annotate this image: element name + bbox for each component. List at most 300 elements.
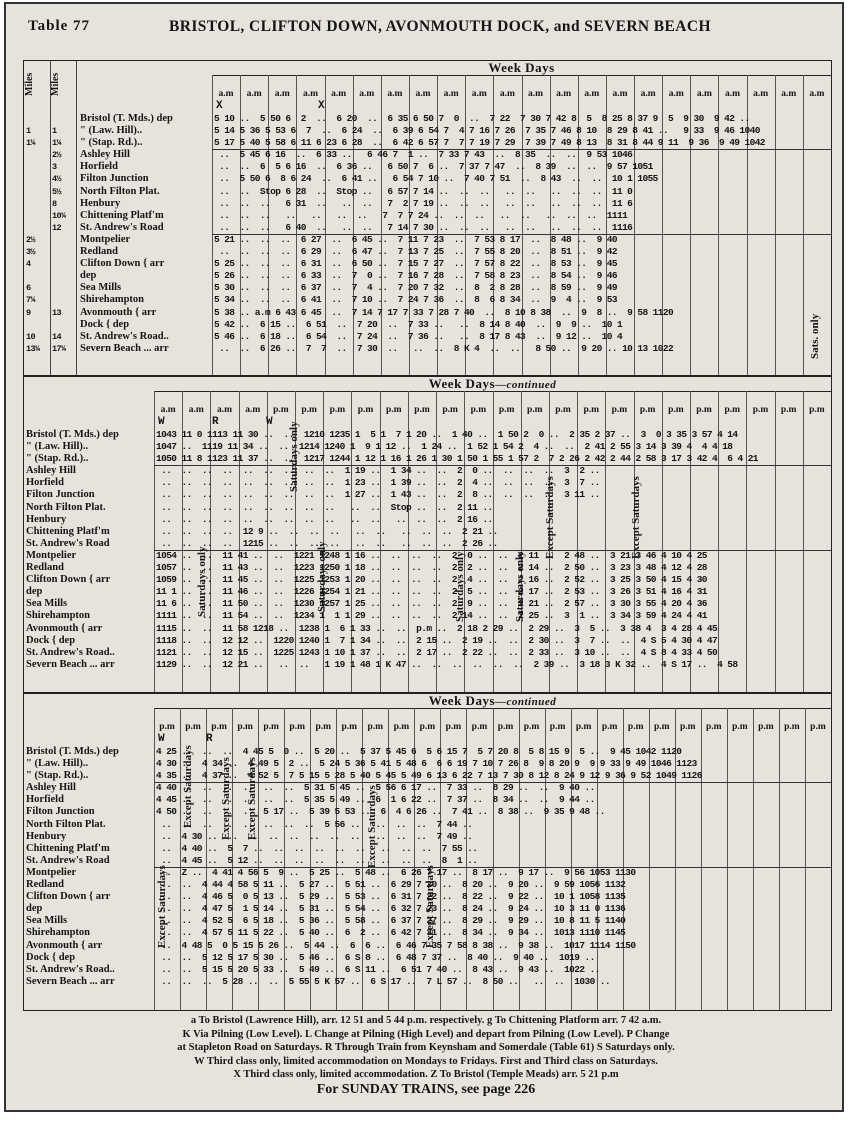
ampm-label: p.m [601,722,618,732]
ampm-label: a.m [499,89,515,99]
miles-value: 7¼ [26,295,36,306]
station-name: Severn Beach ... arr [26,975,115,987]
station-list [80,113,210,355]
station-row [26,964,152,976]
times-row: .. .. .. .. .. .. .. 7 7 7 24 .. .. .. .. .. .. .. .. 1111 [214,209,628,221]
timetable-page [4,2,844,1112]
station-name: Ashley Hill [26,782,76,794]
miles-value: 10 [26,331,36,342]
times-row: 5 30 .. .. .. 6 37 .. 7 4 .. 7 20 7 32 .. 8 2 8 28 .. 8 59 .. 9 49 [214,282,617,294]
station-row [80,149,210,161]
ampm-label: p.m [810,722,826,732]
station-name: " (Law. Hill).. [26,758,89,770]
times-row: 1129 .. .. 12 21 .. .. .. 1 19 1 48 1 K 47 .. .. .. .. .. .. 2 39 .. 3 18 3 K 32 .. 4 S 17 .. 4 58 [156,658,738,670]
station-name: Bristol (T. Mds.) dep [26,429,119,440]
station-row [26,879,152,891]
station-row [26,635,152,647]
ampm-label: p.m [549,722,566,732]
station-name: Shirehampton [80,294,144,306]
station-row [26,453,152,465]
ampm-label: a.m [443,89,459,99]
ampm-label: p.m [159,722,175,732]
times-row: .. .. .. .. .. .. .. .. 5 56 .. .. .. .. 7 44 .. [156,818,473,830]
times-row: .. .. Stop 6 28 .. Stop .. 6 57 7 14 .. .. .. .. .. .. .. .. 11 0 [214,185,633,197]
times-row: .. .. .. .. .. .. .. .. .. 1 23 .. 1 39 .. .. 2 4 .. .. .. .. 3 7 .. [156,477,600,489]
station-row [80,137,210,149]
station-name: Shirehampton [26,610,90,622]
ampm-label: p.m [611,405,628,415]
ampm-label: a.m [359,89,375,99]
times-row: 11 6 .. .. 11 50 .. .. 1230 1257 1 25 .. .. .. .. 2 9 .. .. 2 21 .. 2 57 .. 3 30 3 55 4 20 4 36 [156,598,707,610]
station-name: Chittening Platf'm [80,209,164,221]
station-row [80,331,210,343]
saturdays-only-label: Saturdays only [316,541,328,613]
ampm-label: p.m [523,722,540,732]
times-row: .. .. .. .. .. .. .. .. .. .. .. Stop .. .. 2 11 .. [156,501,493,513]
station-name: Sea Mills [26,915,68,927]
miles-value [26,270,40,282]
miles-value [26,113,40,125]
station-row [26,610,152,622]
ampm-label: a.m [528,89,544,99]
ampm-label: p.m [583,405,600,415]
station-name: dep [26,586,43,598]
times-row: .. .. .. 6 31 .. .. .. 7 2 7 19 .. .. .. .. .. .. .. .. 11 6 [214,197,633,209]
station-name: Bristol (T. Mds.) dep [26,746,119,757]
station-name: Horfield [26,477,64,489]
times-row: .. 5 45 6 16 .. 6 33 .. 6 46 7 1 .. 7 33 7 43 .. 8 35 .. .. 9 53 1046 [214,149,633,161]
train-column-divider [212,75,213,375]
times-row: .. .. .. .. .. .. .. .. .. 1 27 .. 1 43 .. .. 2 8 .. .. .. .. 3 11 .. [156,489,600,501]
ampm-label: p.m [639,405,656,415]
station-row [26,952,152,964]
times-row: 1054 .. .. 11 41 .. .. 1221 1248 1 16 .. .. .. .. 2 0 .. .. 2 11 .. 2 48 .. 3 21 3 46 4 10 4 25 [156,549,707,561]
ampm-label: a.m [218,89,234,99]
miles-values [52,113,66,355]
times-row: 1059 .. .. 11 45 .. .. 1225 1253 1 20 .. .. .. .. 2 4 .. .. 2 16 .. 2 52 .. 3 25 3 50 4 15 4 30 [156,574,707,586]
times-row: 1050 11 8 1123 11 37 .. .. 1217 1244 1 12 1 16 1 26 1 30 1 50 1 55 1 57 2 7 2 26 2 42 2 44 2 58 3 17 3 42 4 6 4 21 [156,453,758,465]
ampm-label: p.m [575,722,592,732]
station-name: Ashley Hill [26,465,76,477]
station-name: Dock { dep [80,318,130,330]
group-separator [212,234,831,235]
times-row: 1057 .. .. 11 43 .. .. 1223 1250 1 18 .. .. .. .. 2 2 .. .. 2 14 .. 2 50 .. 3 23 3 48 4 12 4 28 [156,562,707,574]
ampm-label: a.m [809,89,825,99]
miles-value: 5½ [52,186,62,197]
station-row [80,125,210,137]
miles-value: 1¼ [26,138,36,149]
station-row [26,940,152,952]
times-row: 4 35 .. 4 37 .. 4 52 5 7 5 15 5 28 5 40 5 45 5 49 6 13 6 22 7 13 7 30 8 12 8 24 9 12 9 36 9 52 1049 1126 [156,770,702,782]
footnote: W Third class only, limited accommodation on Mondays to Fridays. First and Third class on Saturdays. [194,1055,658,1067]
miles-value: 6 [26,283,31,294]
miles-value [52,234,66,246]
footnote: at Stapleton Road on Saturdays. R Through Train from Keynsham and Somerdale (Table 61) S Saturdays only. [177,1042,675,1053]
station-row [80,210,210,222]
sats-only-label: Sats. only [809,313,821,359]
column-marks: X X [216,100,325,112]
station-name: Severn Beach ... arr [80,342,169,354]
station-row [26,586,152,598]
ampm-label: p.m [329,405,346,415]
times-row: 1115 .. .. 11 58 1218 .. 1238 1 6 1 33 .. .. p.m .. 2 18 2 29 .. 2 29 .. 3 5 .. 3 38 4 3 4 28 4 45 [156,622,718,634]
ampm-label: a.m [188,405,204,415]
station-row [26,441,152,453]
times-row: 1118 .. .. 12 12 .. 1220 1240 1 7 1 34 .. .. 2 15 .. 2 19 .. .. 2 30 .. 3 7 .. .. 4 S 5 4 30 4 47 [156,634,718,646]
section-heading: Week Days—continued [154,377,831,392]
station-row [80,198,210,210]
station-row [26,465,152,477]
group-separator [154,465,831,466]
miles-value: 2½ [52,150,62,161]
miles-header: Miles [50,72,61,96]
times-row: 5 21 .. .. .. 6 27 .. 6 45 .. 7 11 7 23 .. 7 53 8 17 .. 8 48 .. 9 40 [214,233,617,245]
station-row [26,429,152,441]
station-row [26,659,152,671]
times-row: 4 40 .. .. .. .. .. .. 5 31 5 45 .. 5 56 6 17 .. 7 33 .. 8 29 .. .. 9 40 .. [156,782,595,794]
station-name: Clifton Down { arr [26,574,111,586]
times-row: .. .. 4 52 5 6 5 18 .. 5 36 .. 5 58 .. 6 37 7 27 .. 8 29 .. 9 29 .. 10 8 11 5 1140 [156,915,626,927]
station-row [80,246,210,258]
miles-value: 2½ [26,234,36,245]
train-column-divider [154,391,155,692]
station-row [26,855,152,867]
times-row: .. .. 6 26 .. 7 7 .. 7 30 .. .. .. 8 K 4 .. .. 8 50 .. 9 20 .. 10 13 1022 [214,342,674,354]
station-name: North Filton Plat. [80,185,160,197]
ampm-label: p.m [653,722,670,732]
except-saturdays-label: Except Saturdays [366,785,378,869]
station-name: dep [26,903,43,915]
times-row: .. .. 4 57 5 11 5 22 .. 5 40 .. 6 2 .. 6 42 7 31 .. 8 34 .. 9 34 .. 1013 1110 1145 [156,927,626,939]
ampm-label: p.m [809,405,825,415]
station-name: Filton Junction [26,489,95,501]
times-row: 5 34 .. .. .. 6 41 .. 7 10 .. 7 24 7 36 .. 8 6 8 34 .. 9 4 .. 9 53 [214,294,617,306]
times-row: 1047 .. 1119 11 34 .. .. 1214 1240 1 9 1 12 .. 1 24 .. 1 52 1 54 2 4 .. .. 2 41 2 55 3 14 3 39 4 4 4 18 [156,441,733,453]
ampm-label: a.m [246,89,262,99]
station-row [26,758,152,770]
station-name: St. Andrew's Road [80,221,164,233]
miles-value: 1 [52,126,57,137]
station-name: Dock { dep [26,951,76,963]
timetable-block-2 [23,376,832,693]
station-list [26,746,152,988]
miles-value [52,319,66,331]
miles-value [52,246,66,258]
column-marks: W R [158,733,213,745]
station-row [80,186,210,198]
station-name: North Filton Plat. [26,501,106,513]
ampm-label: p.m [414,405,430,415]
station-row [80,282,210,294]
station-name: Filton Junction [80,173,149,185]
station-row [26,843,152,855]
station-name: Montpelier [26,866,77,878]
miles-value: 17¼ [52,343,66,354]
times-row: 4 50 .. .. .. .. 5 17 .. 5 39 5 53 .. 6 4 6 26 .. 7 41 .. 8 38 .. 9 35 9 48 .. [156,806,605,818]
miles-header: Miles [24,72,35,96]
ampm-label: p.m [185,722,201,732]
times-row: .. 4 45 .. 5 12 .. .. .. .. .. .. .. .. .. 8 1 .. [156,854,478,866]
ampm-label: a.m [274,89,290,99]
miles-value [26,186,40,198]
miles-values [26,113,40,355]
times-row: .. .. .. .. 6 29 .. 6 47 .. 7 13 7 25 .. 7 55 8 20 .. 8 51 .. 9 42 [214,246,617,258]
ampm-label: p.m [470,405,487,415]
except-saturdays-label: Except Saturdays [156,865,168,949]
station-name: St. Andrew's Road.. [26,963,115,975]
station-row [26,819,152,831]
station-name: Henbury [80,197,121,209]
times-row: .. .. 4 46 5 0 5 13 .. 5 29 .. 5 53 .. 6 31 7 22 .. 8 22 .. 9 22 .. 10 1 1058 1135 [156,891,626,903]
ampm-label: p.m [289,722,305,732]
ampm-label: p.m [419,722,436,732]
times-row: .. .. 5 15 5 20 5 33 .. 5 49 .. 6 S 11 .. 6 51 7 40 .. 8 43 .. 9 43 .. 1022 .. [156,963,600,975]
times-row: .. .. 6 5 6 16 .. 6 36 .. 6 50 7 6 .. 7 37 7 47 .. 8 39 .. .. 9 57 1051 [214,161,653,173]
station-row [80,173,210,185]
times-row: 4 45 .. .. .. .. .. .. 5 35 5 49 .. 6 1 6 22 .. 7 37 .. 8 34 .. .. 9 44 .. [156,794,595,806]
section-heading: Week Days [212,61,831,76]
station-name: Redland [26,562,64,574]
times-row: .. .. .. .. 12 9 .. .. .. .. .. .. .. .. .. 2 21 .. [156,525,498,537]
ampm-label: p.m [784,722,800,732]
times-row: .. .. 4 44 4 58 5 11 .. 5 27 .. 5 51 .. 6 29 7 20 .. 8 20 .. 9 20 .. 9 59 1056 1132 [156,879,626,891]
miles-value: 12 [52,222,62,233]
ampm-label: p.m [445,722,462,732]
times-row: 5 42 .. 6 15 .. 6 51 .. 7 20 .. 7 33 .. .. 8 14 8 40 .. 9 9 .. 10 1 [214,318,623,330]
miles-value: 4½ [52,174,62,185]
ampm-label: a.m [668,89,684,99]
station-name: Chittening Platf'm [26,842,110,854]
station-row [26,782,152,794]
timetable-block-3 [23,693,832,1011]
ampm-label: a.m [471,89,487,99]
miles-value [26,198,40,210]
times-row: 5 38 .. a.m 6 43 6 45 .. 7 14 7 17 7 33 7 28 7 40 .. 8 10 8 38 .. 9 8 .. 9 58 1120 [214,306,674,318]
miles-value [52,282,66,294]
train-column-divider [154,708,155,1010]
station-row [26,806,152,818]
ampm-label: p.m [211,722,227,732]
miles-value: 10¼ [52,210,66,221]
station-row [26,976,152,988]
miles-value [26,149,40,161]
miles-value: 13 [52,307,62,318]
miles-value [52,113,66,125]
ampm-label: a.m [556,89,572,99]
miles-value: 4 [26,259,31,270]
station-name: Bristol (T. Mds.) dep [80,113,173,124]
miles-value: 1¼ [52,138,62,149]
except-saturdays-label: Except Saturdays [630,476,642,560]
station-name: " (Stap. Rd.).. [26,770,89,782]
miles-value [52,294,66,306]
station-name: " (Law. Hill).. [26,441,89,453]
station-row [26,477,152,489]
station-row [80,161,210,173]
ampm-label: a.m [724,89,741,99]
times-row: .. 4 30 .. .. .. .. .. .. .. .. .. .. .. 7 49 .. [156,830,473,842]
footnote: a To Bristol (Lawrence Hill), arr. 12 51 and 5 44 p.m. respectively. g To Chittening Platform arr. 7 42 a.m. [190,1015,662,1026]
station-name: Avonmouth { arr [26,622,103,634]
times-row: 5 26 .. .. .. 6 33 .. 7 0 .. 7 16 7 28 .. 7 58 8 23 .. 8 54 .. 9 46 [214,270,617,282]
miles-value [26,222,40,234]
ampm-label: p.m [393,722,410,732]
station-row [80,222,210,234]
station-row [80,343,210,355]
ampm-label: p.m [301,405,317,415]
station-name: Montpelier [26,549,77,561]
station-row [26,647,152,659]
miles-value: 8 [52,198,57,209]
station-row [80,113,210,125]
sunday-trains-note: For SUNDAY TRAINS, see page 226 [316,1082,536,1097]
ampm-label: p.m [263,722,279,732]
times-grid [154,391,831,692]
miles-value [52,258,66,270]
ampm-label: a.m [245,405,261,415]
station-row [80,319,210,331]
ampm-label: p.m [237,722,253,732]
ampm-label: p.m [497,722,514,732]
station-name: " (Stap. Rd.).. [26,453,89,465]
ampm-label: a.m [387,89,403,99]
station-name: St. Andrew's Road.. [26,646,115,658]
times-grid [212,75,831,375]
station-name: Sea Mills [26,598,68,610]
times-row: .. Z .. 4 41 4 56 5 9 .. 5 25 .. 5 48 .. 6 26 7 17 .. 8 17 .. 9 17 .. 9 56 1053 1130 [156,866,636,878]
times-row: .. 4 40 .. 5 7 .. .. .. .. .. .. .. .. .. 7 55 .. [156,842,478,854]
ampm-label: p.m [627,722,644,732]
station-name: Ashley Hill [80,149,130,161]
ampm-label: p.m [724,405,741,415]
ampm-label: p.m [706,722,722,732]
saturdays-only-label: Saturdays only [514,551,526,623]
station-name: Shirehampton [26,927,90,939]
times-row: .. .. .. .. .. .. .. .. .. 1 19 .. 1 34 .. .. 2 0 .. .. .. .. 3 2 .. [156,465,600,477]
timetable-block-1 [23,60,832,376]
ampm-label: p.m [752,405,769,415]
times-row: .. .. .. 5 28 .. .. 5 55 5 K 57 .. 6 S 17 .. 7 L 57 .. 8 50 .. .. .. 1030 .. [156,975,610,987]
station-row [26,489,152,501]
station-row [26,562,152,574]
group-separator [154,867,831,868]
times-row: 5 25 .. .. .. 6 31 .. 6 50 .. 7 15 7 27 .. 7 57 8 22 .. 8 53 .. 9 45 [214,258,617,270]
station-row [26,867,152,879]
miles-value: 13¼ [26,343,40,354]
station-row [80,258,210,270]
ampm-label: a.m [753,89,769,99]
ampm-label: a.m [331,89,347,99]
station-name: Horfield [26,794,64,806]
station-name: Henbury [26,830,67,842]
station-name: Chittening Platf'm [26,525,110,537]
ampm-label: a.m [640,89,656,99]
station-name: St. Andrew's Road [26,854,110,866]
station-name: " (Law. Hill).. [80,125,143,137]
column-marks: W R W [158,416,273,428]
footnote: K Via Pilning (Low Level). L Change at Pilning (High Level) and depart from Pilning (Low Level). P Change [182,1028,670,1040]
station-name: Severn Beach ... arr [26,658,115,670]
station-row [26,598,152,610]
footnote: X Third class only, limited accommodation. Z To Bristol (Temple Meads) arr. 5 21 p.m [233,1069,619,1080]
times-row: 5 14 5 36 5 53 6 7 .. 6 24 .. 6 39 6 54 7 4 7 16 7 26 7 35 7 46 8 10 8 29 8 41 .. 9 33 9 46 1040 [214,125,760,137]
ampm-label: p.m [315,722,332,732]
station-row [80,270,210,282]
ampm-label: p.m [732,722,748,732]
ampm-label: a.m [415,89,431,99]
section-heading: Week Days—continued [154,694,831,709]
times-row: 5 17 5 40 5 58 6 11 6 23 6 28 .. 6 42 6 57 7 7 7 19 7 29 7 39 7 49 8 13 8 31 8 44 9 11 9 36 9 49 1042 [214,137,765,149]
except-saturdays-label: Except Saturdays [182,745,194,829]
station-name: St. Andrew's Road.. [80,330,169,342]
station-list [26,429,152,671]
station-name: Sea Mills [80,282,122,294]
times-row: 1111 .. .. 11 54 .. .. 1234 1 1 1 29 .. .. .. .. 2 14 .. .. 2 25 .. 3 1 .. 3 34 3 59 4 24 4 41 [156,610,707,622]
station-name: Montpelier [80,233,131,245]
times-row: 1121 .. .. 12 15 .. 1225 1243 1 10 1 37 .. .. 2 17 .. 2 22 .. .. 2 33 .. 3 10 .. .. 4 S 8 4 33 4 50 [156,646,718,658]
times-grid [154,708,831,1010]
station-row [26,915,152,927]
ampm-label: a.m [302,89,318,99]
times-row: .. 5 50 6 8 6 24 .. 6 41 .. 6 54 7 10 .. 7 40 7 51 .. 8 43 .. .. 10 1 1055 [214,173,658,185]
station-row [80,307,210,319]
ampm-label: p.m [555,405,571,415]
miles-value: 3 [52,162,57,173]
ampm-label: p.m [696,405,712,415]
miles-value [52,270,66,282]
station-row [80,294,210,306]
saturdays-only-label: Saturdays only [454,551,466,623]
saturdays-only-label: Saturdays only [196,546,208,618]
ampm-label: p.m [273,405,289,415]
station-name: Clifton Down { arr [26,891,111,903]
ampm-label: p.m [498,405,515,415]
station-row [26,746,152,758]
station-row [26,831,152,843]
times-row: 4 25 .. .. .. 4 45 5 0 .. 5 20 .. 5 37 5 45 6 5 6 15 7 5 7 20 8 5 8 15 9 5 .. 9 45 1042 1120 [156,746,682,757]
ampm-label: a.m [584,89,600,99]
ampm-label: a.m [216,405,233,415]
miles-value: 3½ [26,247,36,258]
station-name: North Filton Plat. [26,818,106,830]
ampm-label: a.m [696,89,712,99]
station-row [26,891,152,903]
station-row [26,927,152,939]
miles-value [26,319,40,331]
miles-value [26,173,40,185]
except-saturdays-label: Except Saturdays [246,757,258,841]
station-row [26,574,152,586]
times-row: 1043 11 0 1113 11 30 .. .. 1210 1235 1 5 1 7 1 20 .. 1 40 .. 1 50 2 0 .. 2 35 2 37 .. 3 0 3 35 3 57 4 14 [156,429,738,440]
ampm-label: p.m [385,405,402,415]
times-row: 11 1 .. .. 11 46 .. .. 1226 1254 1 21 .. .. .. .. 2 5 .. .. 2 17 .. 2 53 .. 3 26 3 51 4 16 4 31 [156,586,707,598]
except-saturdays-label: Except Saturdays [220,757,232,841]
ampm-label: p.m [442,405,458,415]
station-row [80,234,210,246]
saturdays-only-label: Saturdays only [288,421,300,493]
ampm-label: p.m [527,405,543,415]
station-row [26,794,152,806]
station-name: " (Stap. Rd.).. [80,137,143,149]
ampm-label: p.m [357,405,374,415]
station-row [26,623,152,635]
station-name: Redland [26,879,64,891]
ampm-label: a.m [612,89,628,99]
times-row: .. .. 5 12 5 17 5 30 .. 5 46 .. 6 S 8 .. 6 48 7 37 .. 8 40 .. 9 40 .. 1019 .. [156,951,595,963]
station-row [26,770,152,782]
times-row: 5 46 .. 6 18 .. 6 54 .. 7 24 .. 7 36 .. .. 8 17 8 43 .. 9 12 .. 10 4 [214,330,623,342]
table-number: Table 77 [28,18,91,34]
